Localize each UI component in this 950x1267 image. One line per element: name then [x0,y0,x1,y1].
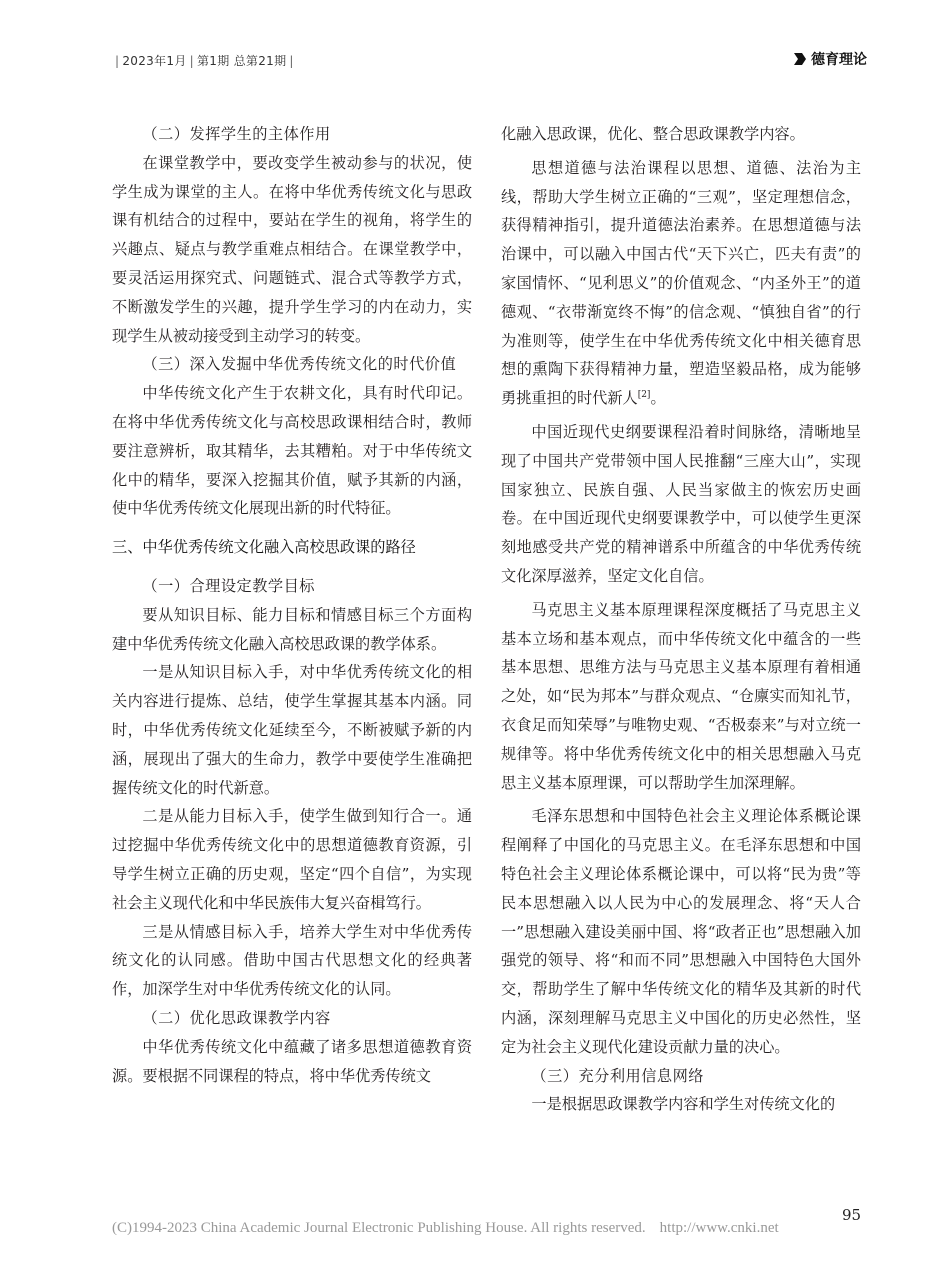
paragraph: 二是从能力目标入手，使学生做到知行合一。通过挖掘中华优秀传统文化中的思想道德教育资源，引导学生树立正确的历史观，坚定“四个自信”，为实现社会主义现代化和中华民族伟大复兴奋楫笃行。 [112,807,472,912]
paragraph: 一是根据思政课教学内容和学生对传统文化的 [531,1095,836,1114]
copyright-notice: (C)1994-2023 China Academic Journal Electronic Publishing House. All rights reserved. [112,1220,646,1236]
journal-section [794,49,867,69]
right-column [501,120,861,1119]
footer-url[interactable]: http://www.cnki.net [659,1220,779,1236]
paragraph: 马克思主义基本原理课程深度概括了马克思主义基本立场和基本观点，而中华传统文化中蕴含的一些基本思想、思维方法与马克思主义基本原理有着相通之处，如“民为邦本”与群众观点、“仓廪实而知礼节，衣食足而知荣辱”与唯物史观、“否极泰来”与对立统一规律等。将中华优秀传统文化中的相关思想融入马克思主义基本原理课，可以帮助学生加深理解。 [501,600,861,792]
subheading: （三）深入发掘中华优秀传统文化的时代价值 [142,355,457,374]
paragraph: 一是从知识目标入手，对中华优秀传统文化的相关内容进行提炼、总结，使学生掌握其基本内涵。同时，中华优秀传统文化延续至今，不断被赋予新的内涵，展现出了强大的生命力，教学中要使学生准确把握传统文化的时代新意。 [112,663,472,797]
paragraph: 中华传统文化产生于农耕文化，具有时代印记。在将中华优秀传统文化与高校思政课相结合时，教师要注意辨析，取其精华，去其糟粕。对于中华传统文化中的精华，要深入挖掘其价值，赋予其新的内涵，使中华优秀传统文化展现出新的时代特征。 [112,384,472,518]
footer [112,1220,779,1237]
running-header: | 2023年1月 | 第1期 总第21期 | [115,54,294,68]
page-number: 95 [842,1206,862,1224]
paragraph [501,154,861,413]
issue-date: 2023年1月 [122,54,187,68]
section-arrow-icon [794,53,806,65]
subheading: （二）发挥学生的主体作用 [142,125,331,143]
paragraph: 在课堂教学中，要改变学生被动参与的状况，使学生成为课堂的主人。在将中华优秀传统文化与思政课有机结合的过程中，要站在学生的视角，将学生的兴趣点、疑点与教学重难点相结合。在课堂教学中，要灵活运用探究式、问题链式、混合式等教学方式，不断激发学生的兴趣，提升学生学习的内在动力，实现学生从被动接受到主动学习的转变。 [112,153,472,345]
left-column [112,120,472,1090]
citation-ref[interactable]: [2] [637,390,651,401]
section-heading: 三、中华优秀传统文化融入高校思政课的路径 [112,538,416,557]
subheading: （三）充分利用信息网络 [531,1066,704,1085]
paragraph: 要从知识目标、能力目标和情感目标三个方面构建中华优秀传统文化融入高校思政课的教学体系。 [112,605,472,653]
paragraph-end: 。 [650,389,666,408]
issue-number: 第1期 总第21期 [196,54,287,68]
paragraph: 中华优秀传统文化中蕴藏了诸多思想道德教育资源。要根据不同课程的特点，将中华优秀传统文 [112,1037,472,1085]
journal-section-title: 德育理论 [811,52,867,68]
paragraph: 中国近现代史纲要课程沿着时间脉络，清晰地呈现了中国共产党带领中国人民推翻“三座大山”，实现国家独立、民族自强、人民当家做主的恢宏历史画卷。在中国近现代史纲要课教学中，可以使学生更深刻地感受共产党的精神谱系中所蕴含的中华优秀传统文化深厚滋养，坚定文化自信。 [501,422,861,585]
paragraph: 毛泽东思想和中国特色社会主义理论体系概论课程阐释了中国化的马克思主义。在毛泽东思想和中国特色社会主义理论体系概论课中，可以将“民为贵”等民本思想融入以人民为中心的发展理念、将“天人合一”思想融入建设美丽中国、将“政者正也”思想融入加强党的领导、将“和而不同”思想融入中国特色大国外交，帮助学生了解中华传统文化的精华及其新的时代内涵，深刻理解马克思主义中国化的历史必然性，坚定为社会主义现代化建设贡献力量的决心。 [501,807,861,1056]
paragraph-text: 思想道德与法治课程以思想、道德、法治为主线，帮助大学生树立正确的“三观”，坚定理想信念，获得精神指引，提升道德法治素养。在思想道德与法治课中，可以融入中国古代“天下兴亡，匹夫有责”的家国情怀、“见利思义”的价值观念、“内圣外王”的道德观、“衣带渐宽终不悔”的信念观、“慎独自省”的行为准则等，使学生在中华优秀传统文化中相关德育思想的熏陶下获得精神力量，塑造坚毅品格，成为能够勇挑重担的时代新人 [501,158,861,408]
subheading: （二）优化思政课教学内容 [142,1008,331,1027]
paragraph: 三是从情感目标入手，培养大学生对中华优秀传统文化的认同感。借助中国古代思想文化的经典著作，加深学生对中华优秀传统文化的认同。 [112,922,472,999]
subheading: （一）合理设定教学目标 [142,576,315,595]
paragraph-continued: 化融入思政课，优化、整合思政课教学内容。 [501,125,805,143]
